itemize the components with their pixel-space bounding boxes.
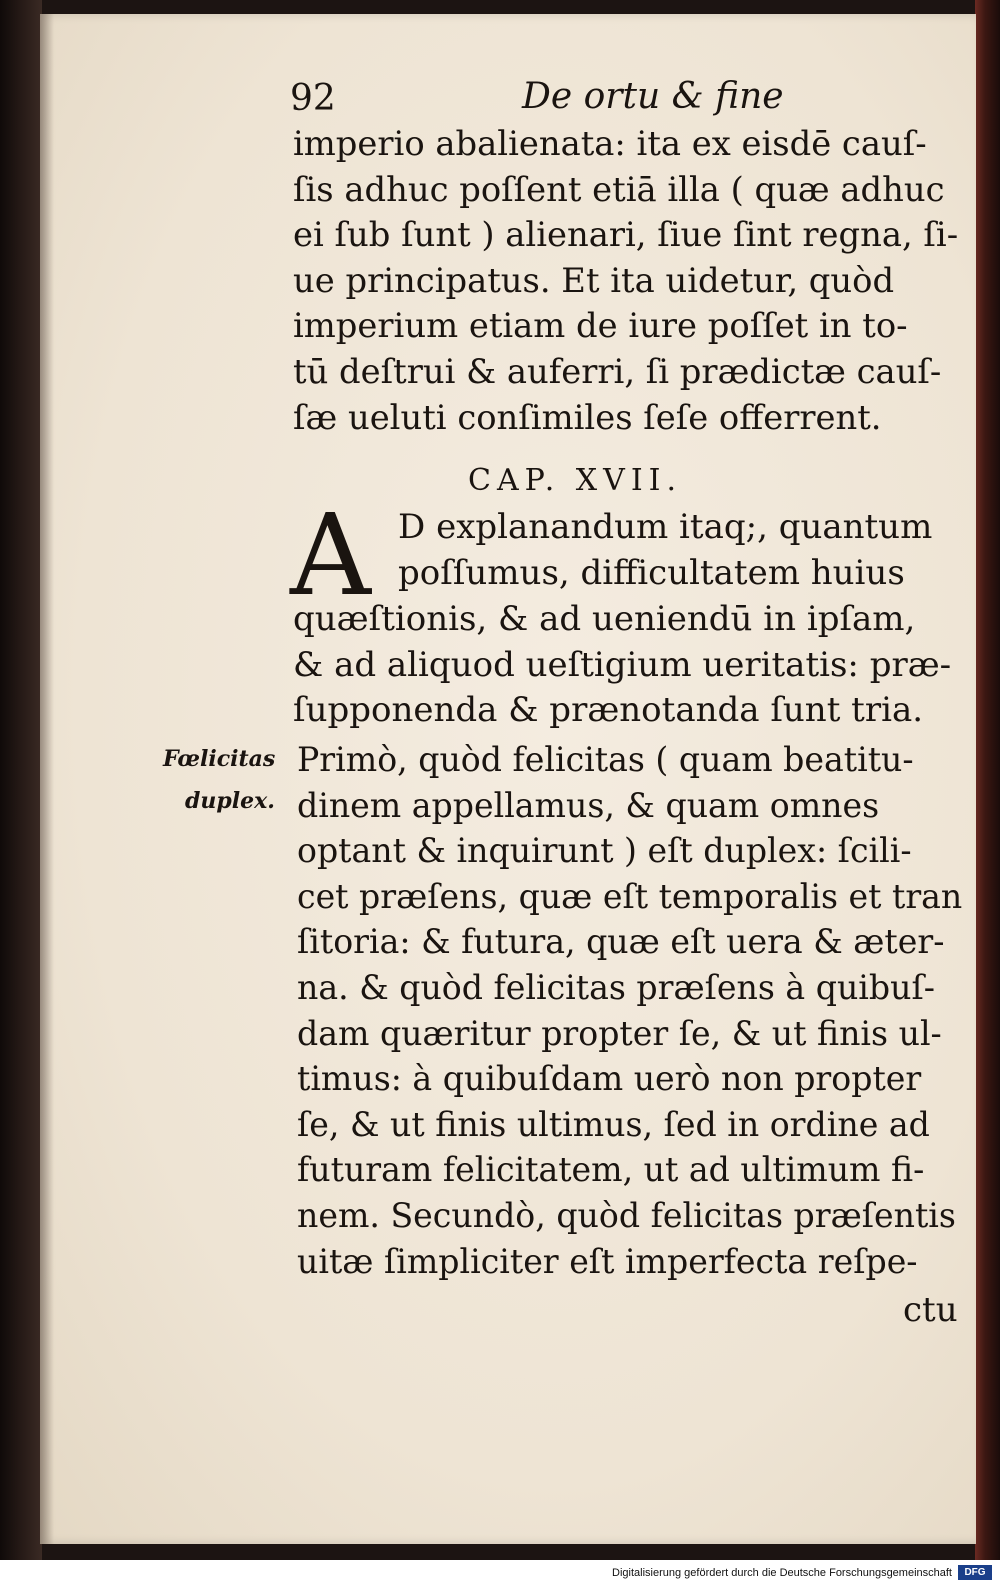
dfg-logo: DFG <box>958 1565 992 1580</box>
drop-cap: A <box>290 491 371 621</box>
running-head: De ortu & fine <box>522 76 784 117</box>
margin-note: Fœlicitas <box>163 746 276 772</box>
catchword: ctu <box>903 1290 958 1330</box>
scan-background-left <box>0 0 42 1592</box>
text-line: nem. Secundò, quòd felicitas præſentis <box>297 1195 956 1236</box>
text-line: uitæ ſimpliciter eſt imperfecta reſpe- <box>297 1241 918 1282</box>
page-number: 92 <box>290 78 336 119</box>
text-line: tū deſtrui & auferri, ſi prædictæ cauſ- <box>293 351 942 392</box>
text-line: ſæ ueluti conſimiles ſeſe offerrent. <box>293 397 882 438</box>
text-line: dam quæritur propter ſe, & ut finis ul- <box>297 1013 942 1054</box>
text-line: imperium etiam de iure poſſet in to- <box>293 306 908 347</box>
text-line: ue principatus. Et ita uidetur, quòd <box>293 260 895 301</box>
chapter-opening-lines <box>398 505 932 596</box>
text-line: poſſumus, difficultatem huius <box>398 552 905 593</box>
text-line: dinem appellamus, & quam omnes <box>297 785 880 826</box>
text-line: ſupponenda & prænotanda ſunt tria. <box>293 690 924 731</box>
text-line: D explanandum itaq;, quantum <box>398 507 933 547</box>
text-line: imperio abalienata: ita ex eisdē cauſ- <box>293 124 927 164</box>
text-line: Primò, quòd felicitas ( quam beatitu- <box>297 740 914 780</box>
text-line: timus: à quibuſdam uerò non propter <box>297 1059 922 1100</box>
text-line: ei ſub ſunt ) alienari, ſiue ſint regna, ſi- <box>293 215 959 256</box>
page-gutter-shadow <box>40 14 54 1544</box>
text-line: ſis adhuc poſſent etiā illa ( quæ adhuc <box>293 169 945 210</box>
text-line: & ad aliquod ueſtigium ueritatis: præ- <box>293 644 952 685</box>
text-line: ſe, & ut finis ultimus, ſed in ordine ad <box>297 1104 930 1145</box>
text-line: quæſtionis, & ad ueniendū in ipſam, <box>293 599 916 639</box>
footer-credit: Digitalisierung gefördert durch die Deutsche Forschungsgemeinschaft <box>612 1567 952 1579</box>
text-line: cet præſens, quæ eſt temporalis et tran <box>297 876 963 917</box>
text-line: optant & inquirunt ) eſt duplex: ſcili- <box>297 831 912 872</box>
body-text-main <box>297 738 979 1285</box>
text-line: na. & quòd felicitas præſens à quibuſ- <box>297 967 935 1008</box>
body-text-top <box>293 122 963 441</box>
margin-note: duplex. <box>185 788 275 814</box>
chapter-intro-lines <box>293 597 951 734</box>
text-line: ſitoria: & futura, quæ eſt uera & æter- <box>297 922 945 963</box>
chapter-heading: CAP. XVII. <box>468 463 683 498</box>
text-line: futuram felicitatem, ut ad ultimum fi- <box>297 1150 925 1191</box>
